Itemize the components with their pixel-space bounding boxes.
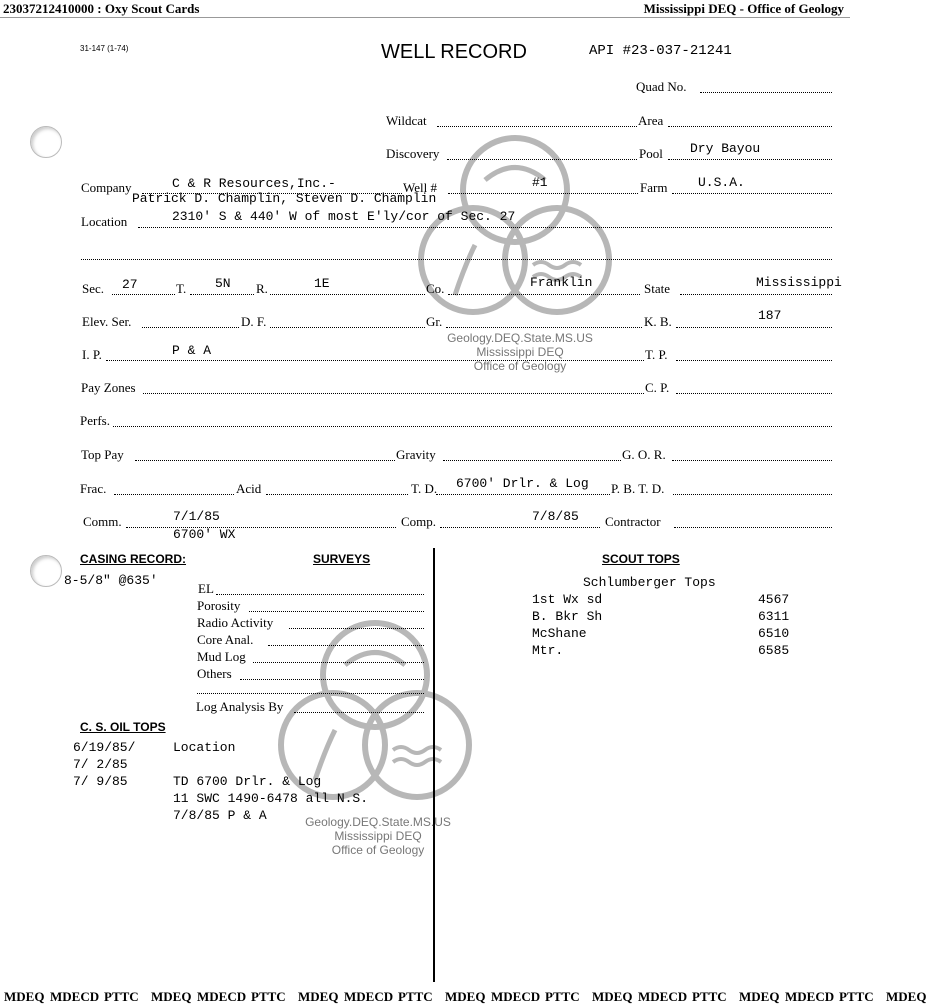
t-value: 5N (215, 276, 231, 291)
oil-top-extra: 7/8/85 P & A (173, 808, 267, 823)
form-number: 31-147 (1-74) (80, 44, 129, 53)
state-label: State (644, 281, 670, 296)
casing-record-title: CASING RECORD: (80, 552, 187, 566)
acid-line (266, 494, 408, 495)
well-value: #1 (532, 175, 548, 190)
page-title: WELL RECORD (381, 41, 527, 63)
oil-top-text: Location (173, 740, 236, 755)
wildcat-line (437, 126, 637, 127)
footer-word: PTTC (104, 989, 139, 1004)
footer-word: MDECD (344, 989, 394, 1004)
kb-value: 187 (758, 308, 782, 323)
watermark-line: Mississippi DEQ (476, 345, 564, 359)
scout-top-depth: 4567 (758, 592, 790, 607)
area-label: Area (638, 113, 664, 128)
wildcat-label: Wildcat (386, 113, 427, 128)
td-line (436, 494, 610, 495)
well-label: Well # (403, 180, 437, 195)
farm-label: Farm (640, 180, 668, 195)
footer-word: PTTC (251, 989, 286, 1004)
td-label: T. D. (411, 481, 438, 496)
df-label: D. F. (241, 314, 267, 329)
comm-value: 7/1/85 (173, 509, 220, 524)
top-pay-label: Top Pay (81, 447, 124, 462)
kb-line (676, 327, 832, 328)
frac-label: Frac. (80, 481, 107, 496)
comp-line (440, 527, 600, 528)
survey-line-el (216, 594, 424, 595)
watermark-text (278, 815, 478, 857)
r-line (270, 294, 425, 295)
frac-line (114, 494, 234, 495)
sec-line (112, 294, 175, 295)
footer-word: PTTC (839, 989, 874, 1004)
top-pay-line (135, 460, 395, 461)
area-line (668, 126, 832, 127)
comm-line (126, 527, 396, 528)
survey-item-mud-log: Mud Log (197, 649, 246, 664)
kb-label: K. B. (644, 314, 672, 329)
survey-item-others: Others (197, 666, 232, 681)
footer-word: MDECD (491, 989, 541, 1004)
r-label: R. (256, 281, 268, 296)
elev-ser-line (142, 327, 239, 328)
county-value: Franklin (530, 275, 593, 290)
quad-no-label: Quad No. (636, 79, 687, 94)
scout-tops-title: SCOUT TOPS (602, 552, 680, 566)
location-label: Location (81, 214, 128, 229)
comm-label: Comm. (83, 514, 122, 529)
footer-word: MDEQ (739, 989, 780, 1004)
footer-word: MDECD (50, 989, 100, 1004)
tp-label: T. P. (645, 347, 668, 362)
footer-word: PTTC (545, 989, 580, 1004)
footer-word: MDECD (785, 989, 835, 1004)
sec-label: Sec. (82, 281, 105, 296)
footer-word: MDEQ (886, 989, 926, 1004)
farm-line (672, 193, 832, 194)
scout-top-depth: 6311 (758, 609, 790, 624)
survey-item-radio-activity: Radio Activity (197, 615, 274, 630)
watermark-line: Geology.DEQ.State.MS.US (447, 331, 593, 345)
footer-word: PTTC (398, 989, 433, 1004)
t-line (190, 294, 254, 295)
punch-hole-top (30, 126, 62, 158)
scout-top-depth: 6585 (758, 643, 790, 658)
header-right: Mississippi DEQ - Office of Geology (643, 1, 844, 16)
footer-word: MDEQ (445, 989, 486, 1004)
pool-line (668, 159, 832, 160)
county-label: Co. (426, 281, 445, 296)
contractor-label: Contractor (605, 514, 661, 529)
state-value: Mississippi (756, 275, 842, 290)
watermark-line: Office of Geology (473, 359, 567, 373)
footer-word: MDECD (197, 989, 247, 1004)
oil-top-date: 7/ 9/85 (73, 774, 128, 789)
comm-value-line2: 6700' WX (173, 527, 236, 542)
punch-hole-bottom (30, 555, 62, 587)
company-value-line2: Patrick D. Champlin, Steven D. Champlin (132, 191, 437, 206)
farm-value: U.S.A. (698, 175, 745, 190)
surveys-title: SURVEYS (313, 552, 371, 566)
oil-tops-title: C. S. OIL TOPS (80, 720, 166, 734)
oil-top-text: TD 6700 Drlr. & Log (173, 774, 322, 789)
sec-value: 27 (122, 277, 138, 292)
watermark-logo-icon (415, 135, 615, 335)
cp-line (676, 393, 832, 394)
scout-top-name: Mtr. (532, 643, 564, 658)
scout-tops-subtitle: Schlumberger Tops (583, 575, 716, 590)
elev-ser-label: Elev. Ser. (82, 314, 132, 329)
df-line (270, 327, 425, 328)
scout-top-depth: 6510 (758, 626, 790, 641)
tp-line (676, 360, 832, 361)
cp-label: C. P. (645, 380, 670, 395)
quad-no-line (700, 92, 832, 93)
gravity-line (443, 460, 621, 461)
casing-record-value: 8-5/8" @635' (64, 573, 158, 588)
ip-label: I. P. (82, 347, 102, 362)
location-value: 2310' S & 440' W of most E'ly/cor of Sec. 27 (172, 209, 516, 224)
comp-label: Comp. (401, 514, 437, 529)
scout-top-name: McShane (532, 626, 587, 641)
company-value: C & R Resources,Inc.- (172, 176, 336, 191)
discovery-label: Discovery (386, 146, 440, 161)
footer-word: MDEQ (592, 989, 633, 1004)
footer-word: MDEQ (298, 989, 339, 1004)
watermark-line: Office of Geology (331, 843, 425, 857)
t-label: T. (176, 281, 187, 296)
scout-top-name: B. Bkr Sh (532, 609, 603, 624)
acid-label: Acid (236, 481, 262, 496)
perfs-label: Perfs. (80, 413, 110, 428)
oil-top-extra: 11 SWC 1490-6478 all N.S. (173, 791, 369, 806)
footer-word: PTTC (692, 989, 727, 1004)
watermark-line: Geology.DEQ.State.MS.US (305, 815, 451, 829)
watermark-text (420, 331, 620, 373)
footer-word: MDEQ (4, 989, 45, 1004)
watermark-line: Mississippi DEQ (334, 829, 422, 843)
td-value: 6700' Drlr. & Log (456, 476, 589, 491)
ip-value: P & A (172, 343, 212, 358)
perfs-line (113, 426, 832, 427)
footer-word: MDEQ (151, 989, 192, 1004)
oil-top-date: 7/ 2/85 (73, 757, 128, 772)
header-left: 23037212410000 : Oxy Scout Cards (3, 1, 200, 16)
pay-zones-label: Pay Zones (81, 380, 136, 395)
api-number: API #23-037-21241 (589, 43, 732, 59)
survey-line-porosity (249, 611, 424, 612)
watermark-logo-icon (275, 620, 475, 820)
footer-word: MDECD (638, 989, 688, 1004)
header-divider (0, 17, 850, 18)
pbtd-label: P. B. T. D. (611, 481, 665, 496)
comp-value: 7/8/85 (532, 509, 579, 524)
pay-zones-line (143, 393, 644, 394)
gravity-label: Gravity (396, 447, 436, 462)
company-label: Company (81, 180, 132, 195)
log-analysis-label: Log Analysis By (196, 699, 284, 714)
contractor-line (674, 527, 832, 528)
scout-top-name: 1st Wx sd (532, 592, 603, 607)
pool-label: Pool (639, 146, 663, 161)
oil-top-date: 6/19/85/ (73, 740, 136, 755)
gor-label: G. O. R. (622, 447, 666, 462)
survey-item-core-anal: Core Anal. (197, 632, 254, 647)
gr-label: Gr. (426, 314, 443, 329)
state-line (680, 294, 832, 295)
survey-item-el: EL (198, 581, 214, 596)
pbtd-line (673, 494, 832, 495)
survey-item-porosity: Porosity (197, 598, 241, 613)
gor-line (672, 460, 832, 461)
pool-value: Dry Bayou (690, 141, 761, 156)
r-value: 1E (314, 276, 330, 291)
